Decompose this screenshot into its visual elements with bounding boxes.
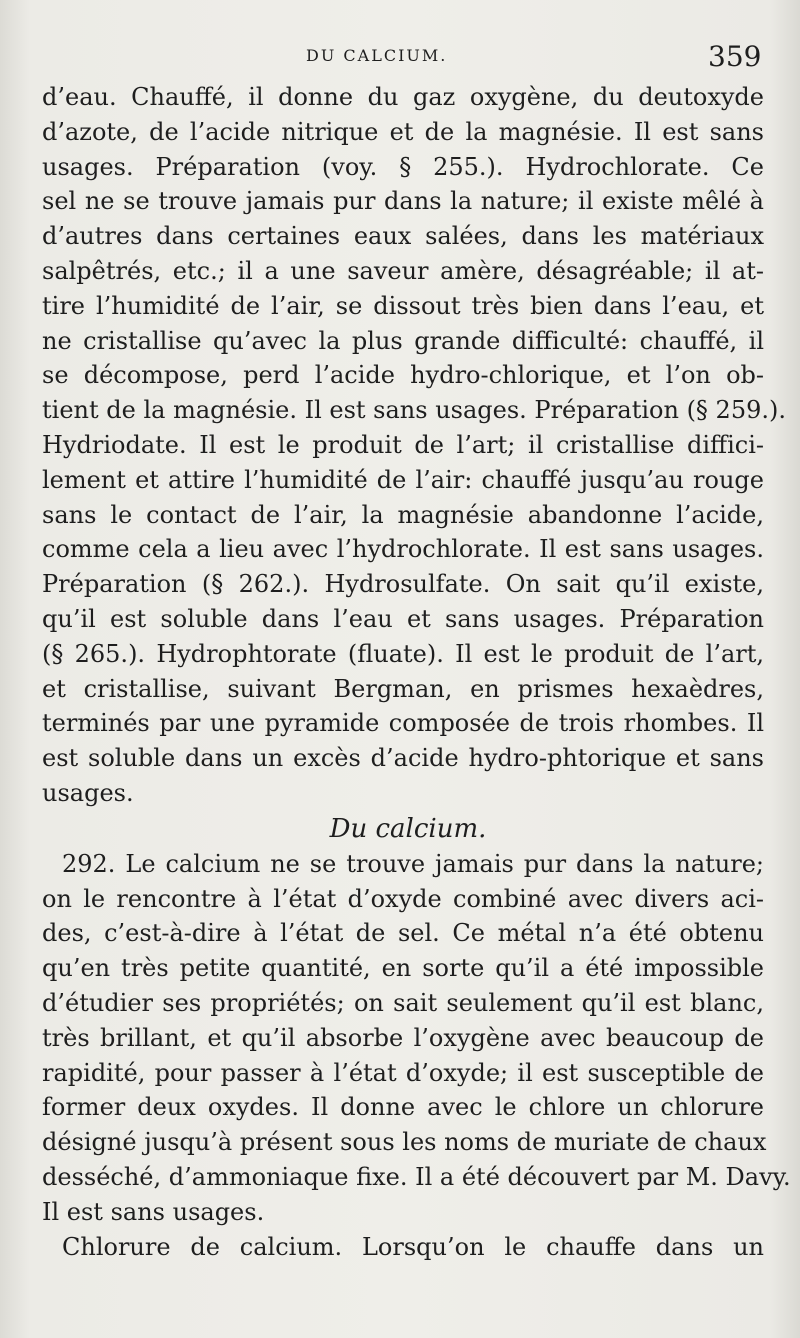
text-line: et cristallise, suivant Bergman, en prismes hexaèdres, xyxy=(42,674,764,703)
text-line: former deux oxydes. Il donne avec le chlore un chlorure xyxy=(42,1093,764,1122)
text-line: qu’en très petite quantité, en sorte qu’il a été impossible xyxy=(42,954,764,983)
text-line: ne cristallise qu’avec la plus grande difficulté: chauffé, il xyxy=(42,326,764,355)
paragraph-start-line: Chlorure de calcium. Lorsqu’on le chauffe dans un xyxy=(62,1232,764,1261)
text-line: rapidité, pour passer à l’état d’oxyde; il est susceptible de xyxy=(42,1058,764,1087)
page-number: 359 xyxy=(708,40,762,73)
text-line: desséché, d’ammoniaque fixe. Il a été découvert par M. Davy. xyxy=(42,1162,791,1191)
page-header xyxy=(0,38,800,78)
text-line: usages. Préparation (voy. § 255.). Hydrochlorate. Ce xyxy=(42,152,764,181)
paragraph-start-line: 292. Le calcium ne se trouve jamais pur dans la nature; xyxy=(62,849,764,878)
text-line: Hydriodate. Il est le produit de l’art; il cristallise diffici- xyxy=(42,430,764,459)
text-line: des, c’est-à-dire à l’état de sel. Ce métal n’a été obtenu xyxy=(42,919,764,948)
text-line: d’eau. Chauffé, il donne du gaz oxygène, du deutoxyde xyxy=(42,83,764,111)
text-line: Il est sans usages. xyxy=(42,1197,265,1226)
text-line: sel ne se trouve jamais pur dans la nature; il existe mêlé à xyxy=(42,187,764,216)
text-line: très brillant, et qu’il absorbe l’oxygène avec beaucoup de xyxy=(42,1023,764,1052)
text-line: d’étudier ses propriétés; on sait seulement qu’il est blanc, xyxy=(42,988,764,1017)
text-line: (§ 265.). Hydrophtorate (fluate). Il est le produit de l’art, xyxy=(42,639,764,668)
running-head: DU CALCIUM. xyxy=(306,46,448,65)
text-line: tient de la magnésie. Il est sans usages. Préparation (§ 259.). xyxy=(42,396,786,425)
text-line: terminés par une pyramide composée de trois rhombes. Il xyxy=(42,709,764,738)
text-line: comme cela a lieu avec l’hydrochlorate. Il est sans usages. xyxy=(42,535,764,564)
body-text xyxy=(42,80,791,1264)
text-line: qu’il est soluble dans l’eau et sans usages. Préparation xyxy=(42,604,764,633)
text-line: est soluble dans un excès d’acide hydro-phtorique et sans xyxy=(42,744,764,773)
text-line: d’autres dans certaines eaux salées, dans les matériaux xyxy=(42,222,764,251)
text-line: lement et attire l’humidité de l’air: chauffé jusqu’au rouge xyxy=(42,465,764,494)
section-heading: Du calcium. xyxy=(329,813,487,844)
text-line: Préparation (§ 262.). Hydrosulfate. On sait qu’il existe, xyxy=(42,570,764,599)
text-line: usages. xyxy=(42,778,134,807)
text-line: d’azote, de l’acide nitrique et de la magnésie. Il est sans xyxy=(42,117,764,146)
text-line: désigné jusqu’à présent sous les noms de muriate de chaux xyxy=(42,1128,767,1157)
text-line: sans le contact de l’air, la magnésie abandonne l’acide, xyxy=(42,500,764,529)
text-line: on le rencontre à l’état d’oxyde combiné avec divers aci- xyxy=(42,884,764,913)
text-line: tire l’humidité de l’air, se dissout très bien dans l’eau, et xyxy=(42,291,764,320)
text-line: salpêtrés, etc.; il a une saveur amère, désagréable; il at- xyxy=(42,256,764,285)
text-line: se décompose, perd l’acide hydro-chlorique, et l’on ob- xyxy=(42,361,764,390)
